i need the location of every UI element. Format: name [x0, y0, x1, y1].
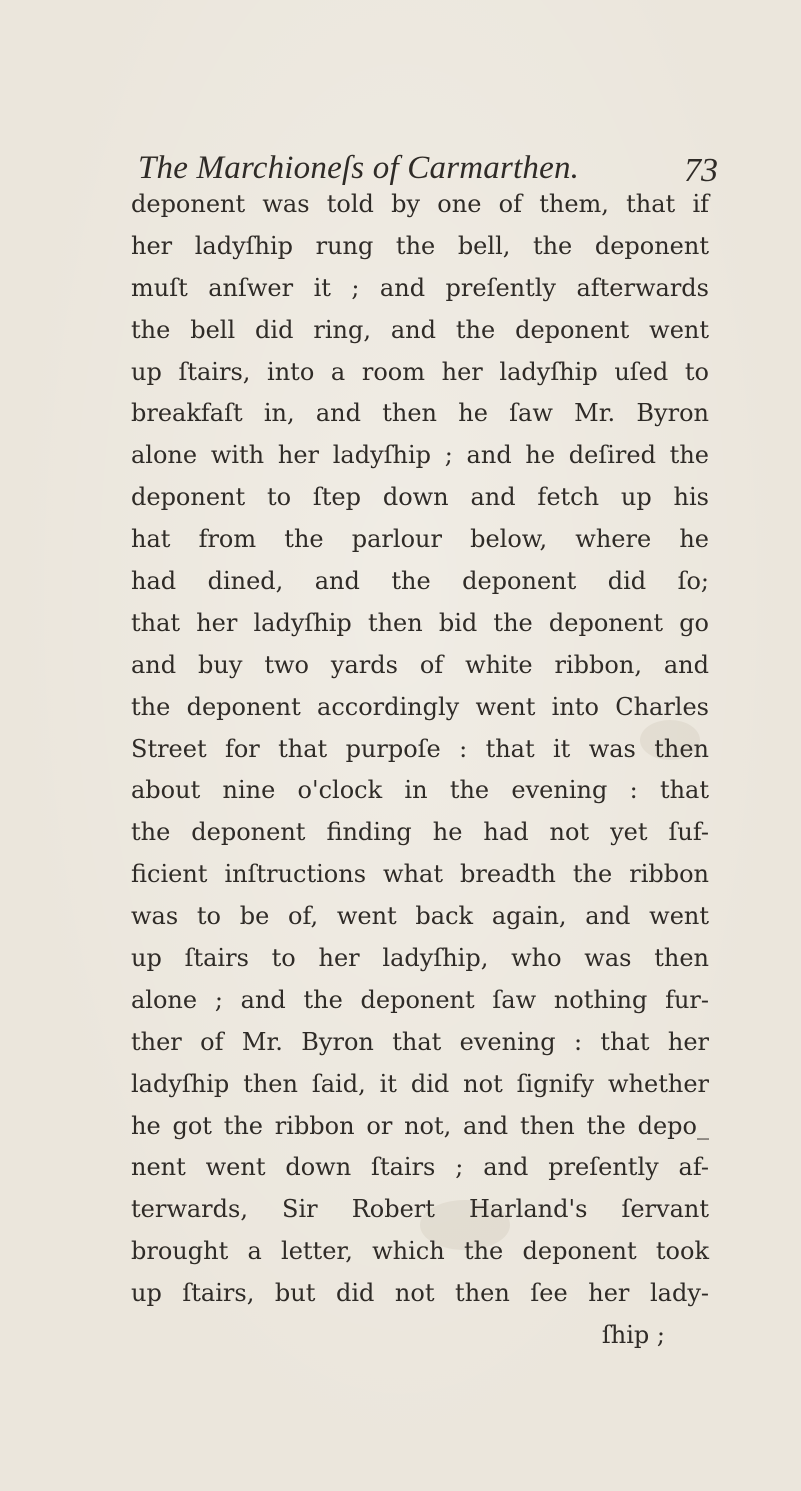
text-line: ther of Mr. Byron that evening : that her: [131, 1027, 709, 1056]
text-line: that her ladyſhip then bid the deponent go: [131, 608, 709, 637]
catchword: ſhip ;: [601, 1321, 665, 1350]
body-text: [131, 184, 709, 1357]
text-line: breakfaſt in, and then he ſaw Mr. Byron: [131, 399, 709, 428]
text-line: ladyſhip then ſaid, it did not ſignify whether: [131, 1069, 709, 1098]
page-number: 73: [684, 152, 718, 189]
text-line: terwards, Sir Robert Harland's ſervant: [131, 1195, 709, 1224]
text-line: he got the ribbon or not, and then the depo_: [131, 1111, 709, 1140]
text-line: about nine o'clock in the evening : that: [131, 776, 709, 805]
text-line: up ſtairs to her ladyſhip, who was then: [131, 944, 709, 973]
text-line: deponent to ſtep down and fetch up his: [131, 483, 709, 512]
text-line: ficient inſtructions what breadth the ribbon: [131, 860, 709, 889]
text-line: up ſtairs, into a room her ladyſhip uſed to: [131, 357, 709, 386]
text-line: up ſtairs, but did not then ſee her lady-: [131, 1279, 709, 1308]
text-line: and buy two yards of white ribbon, and: [131, 650, 709, 679]
text-line: muſt anſwer it ; and preſently afterwards: [131, 273, 709, 302]
text-line: was to be of, went back again, and went: [131, 902, 709, 931]
text-line: hat from the parlour below, where he: [131, 525, 709, 554]
text-line: the deponent accordingly went into Charles: [131, 692, 709, 721]
text-line: deponent was told by one of them, that if: [131, 190, 709, 218]
text-line: alone with her ladyſhip ; and he deſired the: [131, 441, 709, 470]
text-line: Street for that purpoſe : that it was then: [131, 734, 709, 763]
running-title: The Marchioneſs of Carmarthen.: [138, 150, 580, 186]
text-line: the deponent finding he had not yet ſuf-: [131, 818, 709, 847]
text-line: had dined, and the deponent did ſo;: [131, 567, 709, 596]
text-line: the bell did ring, and the deponent went: [131, 315, 709, 344]
text-line: alone ; and the deponent ſaw nothing fur-: [131, 985, 709, 1014]
text-line: nent went down ſtairs ; and preſently af-: [131, 1153, 709, 1182]
text-line: her ladyſhip rung the bell, the deponent: [131, 231, 709, 260]
text-line: brought a letter, which the deponent took: [131, 1237, 709, 1266]
